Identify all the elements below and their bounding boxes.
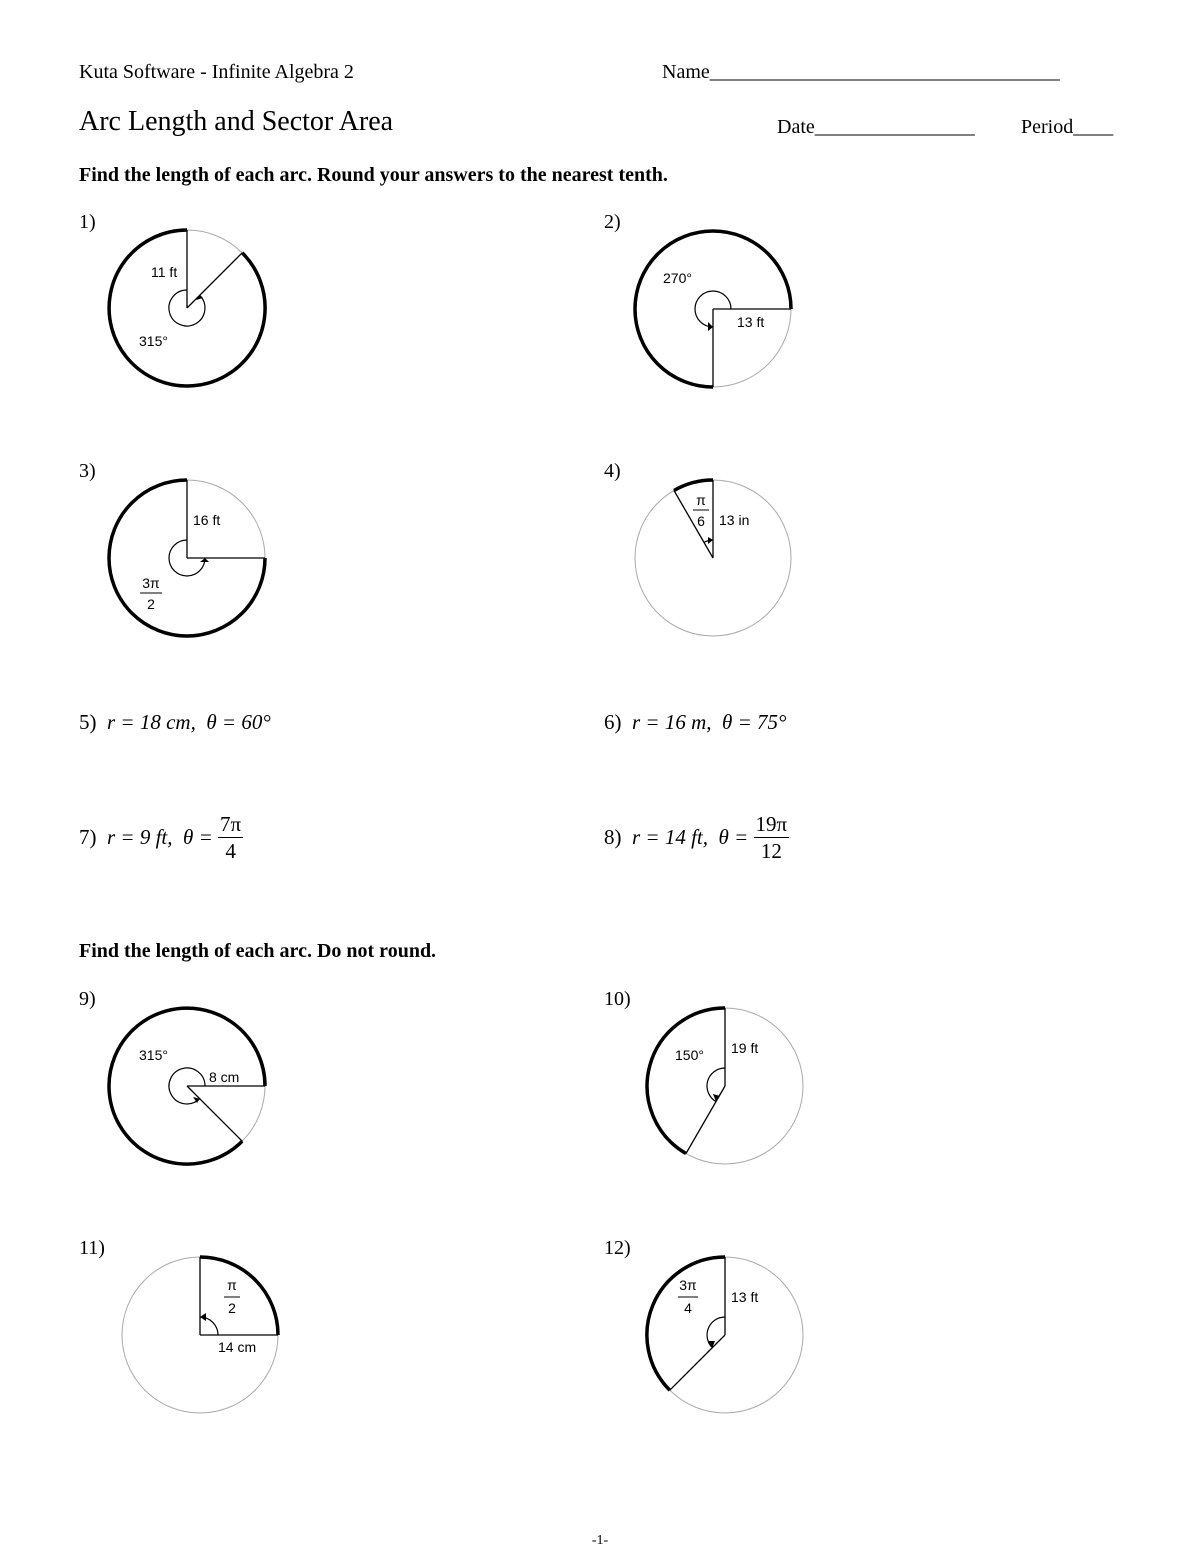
problem-1-radius-label: 11 ft — [151, 264, 178, 280]
problem-5-angle: θ = 60° — [206, 710, 271, 734]
problem-6-number: 6) — [604, 710, 622, 734]
problem-5-number: 5) — [79, 710, 97, 734]
problem-8-radius: r = 14 ft, — [632, 825, 709, 849]
problem-5-radius: r = 18 cm, — [107, 710, 196, 734]
problem-4-number: 4) — [604, 460, 621, 482]
problem-7-angle-eq: θ = — [183, 825, 213, 849]
problem-7-radius: r = 9 ft, — [107, 825, 173, 849]
problem-1-figure — [107, 228, 267, 388]
problem-9-number: 9) — [79, 988, 96, 1010]
problem-3-angle-numerator: 3π — [142, 575, 160, 591]
worksheet-title: Arc Length and Sector Area — [79, 106, 394, 137]
problem-6-angle: θ = 75° — [722, 710, 787, 734]
section-1-instruction: Find the length of each arc. Round your answers to the nearest tenth. — [79, 164, 668, 186]
problem-4-figure — [633, 478, 793, 638]
problem-6 — [604, 710, 786, 735]
problem-7-number: 7) — [79, 825, 97, 849]
problem-12-angle-denominator: 4 — [684, 1300, 692, 1316]
problem-12-number: 12) — [604, 1237, 631, 1259]
problem-4-radius-label: 13 in — [719, 512, 750, 528]
problem-7 — [79, 811, 243, 864]
problem-11-radius-label: 14 cm — [218, 1339, 257, 1355]
problem-2-number: 2) — [604, 211, 621, 233]
problem-12-radius-label: 13 ft — [731, 1289, 759, 1305]
problem-12-figure — [645, 1255, 805, 1415]
problem-11-angle-denominator: 2 — [228, 1300, 236, 1316]
problem-11-angle-numerator: π — [227, 1277, 237, 1293]
section-2-instruction: Find the length of each arc. Do not round. — [79, 940, 437, 962]
problem-1-angle-label: 315° — [139, 333, 168, 349]
problem-1-number: 1) — [79, 211, 96, 233]
problem-9-angle-label: 315° — [139, 1047, 168, 1063]
problem-7-angle-numerator: 7π — [220, 812, 242, 836]
problem-8-angle-denominator: 12 — [760, 839, 782, 863]
problem-7-angle-fraction — [218, 811, 243, 864]
problem-10-radius-label: 19 ft — [731, 1040, 759, 1056]
problem-10-figure — [645, 1006, 805, 1166]
problem-11-number: 11) — [79, 1237, 105, 1259]
period-field[interactable]: Period____ — [1021, 116, 1114, 138]
software-label: Kuta Software - Infinite Algebra 2 — [79, 61, 354, 83]
problem-9-radius-label: 8 cm — [209, 1069, 240, 1085]
problem-4-angle-numerator: π — [696, 492, 706, 508]
problem-12-angle-numerator: 3π — [679, 1277, 697, 1293]
name-field[interactable]: Name___________________________________ — [662, 61, 1060, 83]
problem-11-figure — [120, 1255, 280, 1415]
problem-8-angle-fraction — [754, 811, 790, 864]
page-number: -1- — [591, 1533, 609, 1548]
problem-4-angle-denominator: 6 — [697, 513, 705, 529]
problem-3-radius-label: 16 ft — [193, 512, 221, 528]
problem-8-angle-numerator: 19π — [755, 812, 788, 836]
problem-3-number: 3) — [79, 460, 96, 482]
problem-8-number: 8) — [604, 825, 622, 849]
problem-2-radius-label: 13 ft — [737, 314, 765, 330]
date-field[interactable]: Date________________ — [777, 116, 975, 138]
problem-2-angle-label: 270° — [663, 270, 692, 286]
problem-3-angle-denominator: 2 — [147, 596, 155, 612]
problem-8-angle-eq: θ = — [718, 825, 749, 849]
problem-9-figure — [107, 1006, 267, 1166]
problem-2-figure — [633, 229, 793, 389]
problem-8 — [604, 811, 789, 864]
problem-3-figure — [107, 478, 267, 638]
problem-10-number: 10) — [604, 988, 631, 1010]
problem-10-angle-label: 150° — [675, 1047, 704, 1063]
problem-6-radius: r = 16 m, — [632, 710, 712, 734]
problem-7-angle-denominator: 4 — [225, 839, 236, 863]
problem-5 — [79, 710, 271, 735]
